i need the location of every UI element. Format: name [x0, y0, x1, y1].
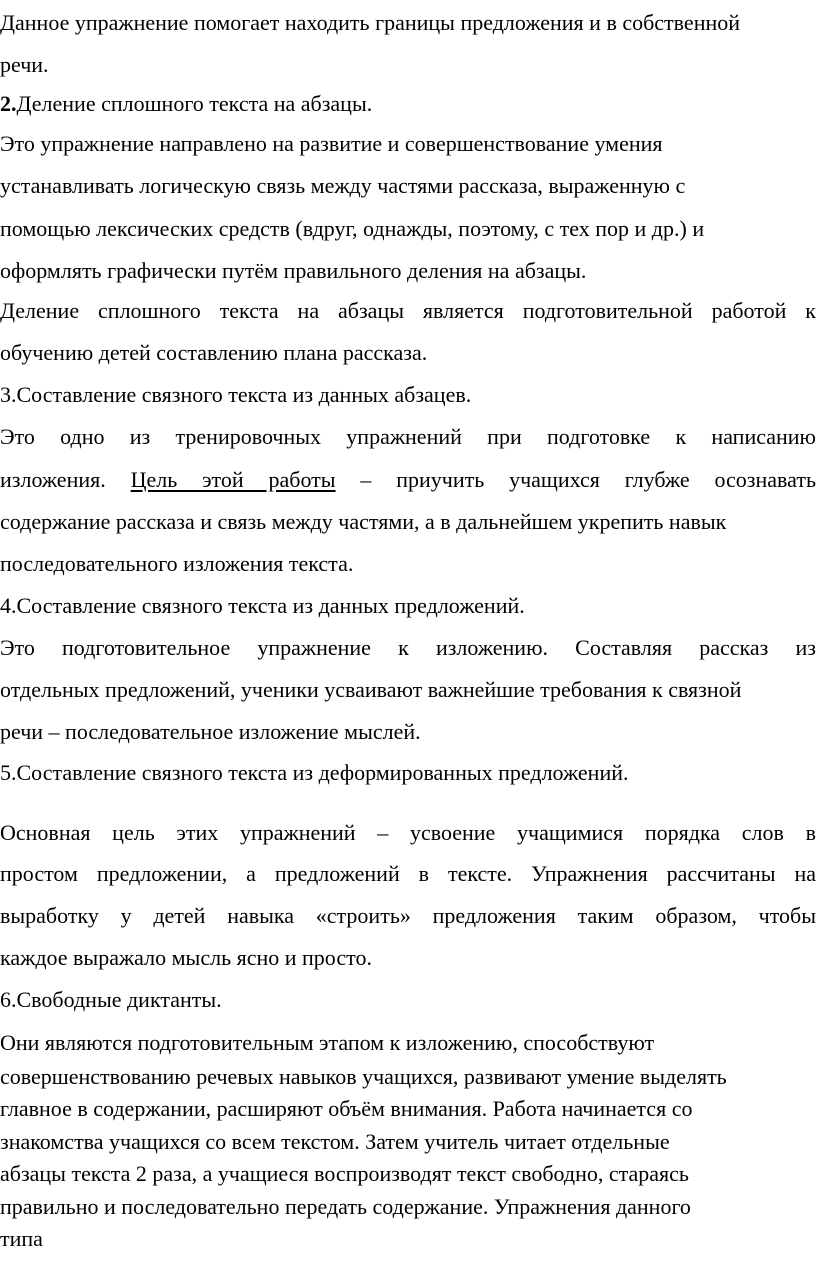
text-segment: – приучить учащихся глубже осознавать — [360, 467, 816, 492]
text-line: Это одно из тренировочных упражнений при подготовке к написанию — [0, 424, 816, 449]
text-line: простом предложении, а предложений в тексте. Упражнения рассчитаны на — [0, 861, 816, 886]
underlined-phrase: Цель этой работы — [130, 467, 336, 492]
text-line: оформлять графически путём правильного деления на абзацы. — [0, 258, 587, 283]
text-line: выработку у детей навыка «строить» предложения таким образом, чтобы — [0, 903, 816, 928]
section-title: Деление сплошного текста на абзацы. — [16, 91, 373, 116]
text-line: Это подготовительное упражнение к изложению. Составляя рассказ из — [0, 635, 816, 660]
section-heading-6: 6.Свободные диктанты. — [0, 987, 222, 1012]
text-line-with-underline — [0, 466, 816, 494]
text-line: Это упражнение направлено на развитие и совершенствование умения — [0, 131, 663, 156]
text-line: устанавливать логическую связь между частями рассказа, выраженную с — [0, 173, 686, 198]
text-line: Деление сплошного текста на абзацы является подготовительной работой к — [0, 298, 816, 323]
text-line: правильно и последовательно передать содержание. Упражнения данного — [0, 1194, 691, 1219]
text-line: совершенствованию речевых навыков учащихся, развивают умение выделять — [0, 1064, 727, 1089]
text-line: знакомства учащихся со всем текстом. Затем учитель читает отдельные — [0, 1129, 670, 1154]
text-line: обучению детей составлению плана рассказа. — [0, 340, 428, 365]
section-heading-4: 4.Составление связного текста из данных предложений. — [0, 593, 525, 618]
text-segment: изложения. — [0, 467, 106, 492]
section-number: 2. — [0, 91, 17, 116]
text-line: содержание рассказа и связь между частями, а в дальнейшем укрепить навык — [0, 509, 727, 534]
text-line: абзацы текста 2 раза, а учащиеся воспроизводят текст свободно, стараясь — [0, 1161, 689, 1186]
section-heading-2 — [0, 90, 816, 118]
text-line: речи – последовательное изложение мыслей. — [0, 719, 421, 744]
text-line: последовательного изложения текста. — [0, 551, 354, 576]
text-line: Данное упражнение помогает находить границы предложения и в собственной — [0, 10, 741, 35]
section-heading-5: 5.Составление связного текста из деформированных предложений. — [0, 760, 629, 785]
text-line: типа — [0, 1226, 43, 1251]
text-line: Они являются подготовительным этапом к изложению, способствуют — [0, 1030, 655, 1055]
text-line: речи. — [0, 52, 49, 77]
text-line: главное в содержании, расширяют объём внимания. Работа начинается со — [0, 1096, 693, 1121]
text-line: помощью лексических средств (вдруг, однажды, поэтому, с тех пор и др.) и — [0, 216, 705, 241]
text-line: отдельных предложений, ученики усваивают важнейшие требования к связной — [0, 677, 742, 702]
section-heading-3: 3.Составление связного текста из данных абзацев. — [0, 382, 472, 407]
text-line: каждое выражало мысль ясно и просто. — [0, 945, 372, 970]
text-line: Основная цель этих упражнений – усвоение учащимися порядка слов в — [0, 820, 816, 845]
